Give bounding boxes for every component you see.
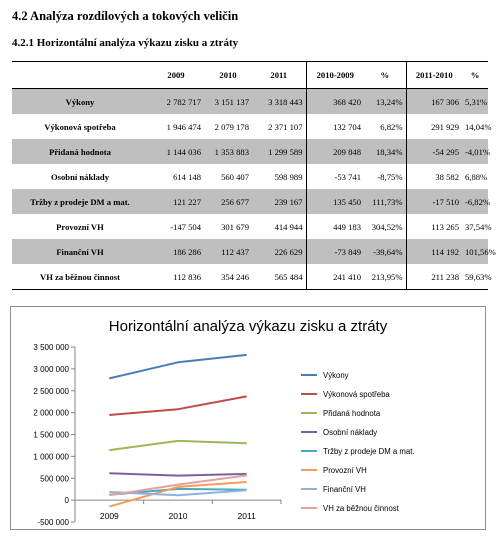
table-cell: 213,95% [364, 264, 406, 290]
header-cell: % [364, 62, 406, 89]
table-cell: 256 677 [204, 189, 252, 214]
line-chart [11, 307, 485, 529]
table-cell: 2 782 717 [148, 89, 204, 115]
table-cell: 614 148 [173, 171, 201, 182]
table-cell: 135 450 [306, 189, 364, 214]
table-cell: -53 741 [334, 171, 361, 182]
row-label: Finanční VH [12, 239, 148, 264]
table-cell: 18,34% [364, 139, 406, 164]
table-cell: 301 679 [221, 221, 249, 232]
section-heading: 4.2 Analýza rozdílových a tokových veličin [12, 9, 239, 23]
y-tick-label: 2 500 000 [33, 386, 69, 396]
table-row [12, 214, 488, 239]
legend-label: Výkonová spotřeba [323, 390, 390, 399]
table-cell: 132 704 [333, 121, 361, 132]
y-tick-label: 2 000 000 [33, 408, 69, 418]
legend-label: Osobní náklady [323, 428, 378, 437]
table-cell: 38 582 [435, 171, 459, 182]
table-cell: 2 371 107 [252, 114, 306, 139]
table-cell: 1 946 474 [166, 121, 201, 132]
table-cell: 5,31% [462, 89, 488, 115]
table-cell: 1 144 036 [148, 139, 204, 164]
legend-label: Provozní VH [323, 466, 367, 475]
header-cell: % [462, 62, 488, 89]
table-cell: 449 183 [333, 221, 361, 232]
table-cell: 37,54% [465, 221, 492, 232]
header-cell: 2011 [252, 62, 306, 89]
legend-label: Přidaná hodnota [323, 409, 381, 418]
series-line-3 [109, 473, 246, 475]
y-tick-label: 3 000 000 [33, 364, 69, 374]
table-cell: -147 504 [170, 221, 201, 232]
table-row [12, 164, 488, 189]
row-label: Výkonová spotřeba [44, 121, 116, 132]
y-tick-label: 0 [64, 496, 69, 506]
table-cell: 1 353 883 [204, 139, 252, 164]
table-cell: 114 192 [406, 239, 462, 264]
legend-label: Tržby z prodeje DM a mat. [323, 447, 415, 456]
y-tick-label: 3 500 000 [33, 343, 69, 352]
table-cell: 2 079 178 [214, 121, 249, 132]
series-line-0 [109, 355, 246, 379]
table-row [12, 114, 488, 139]
table-header-row [12, 62, 488, 89]
header-cell: 2010 [204, 62, 252, 89]
table-cell: 226 629 [252, 239, 306, 264]
row-label: Přidaná hodnota [12, 139, 148, 164]
table-cell: 3 151 137 [204, 89, 252, 115]
chart-frame [10, 306, 486, 530]
row-label: Výkony [12, 89, 148, 115]
table-cell: 113 265 [431, 221, 459, 232]
horizontal-analysis-table [12, 61, 496, 290]
table-row [12, 89, 488, 115]
table-cell: 13,24% [364, 89, 406, 115]
table-cell: 121 227 [148, 189, 204, 214]
table-cell: 101,56% [462, 239, 488, 264]
x-tick-label: 2010 [168, 511, 188, 521]
table-cell: 211 238 [406, 264, 462, 290]
chart-title: Horizontální analýza výkazu zisku a ztráty [108, 318, 388, 335]
table-cell: 186 286 [148, 239, 204, 264]
table-cell: -6,82% [462, 189, 488, 214]
legend-label: VH za běžnou činnost [323, 504, 399, 513]
table-cell: -73 849 [306, 239, 364, 264]
table-cell: 565 484 [252, 264, 306, 290]
table-cell: 14,04% [465, 121, 492, 132]
x-tick-label: 2011 [237, 511, 256, 521]
legend-label: Výkony [323, 371, 349, 380]
table-cell: 167 306 [406, 89, 462, 115]
table-cell: 209 848 [306, 139, 364, 164]
table-cell: 1 299 589 [252, 139, 306, 164]
row-label: Tržby z prodeje DM a mat. [12, 189, 148, 214]
series-line-2 [109, 441, 246, 450]
table-cell: 304,52% [364, 214, 406, 239]
table-cell: 241 410 [306, 264, 364, 290]
table-cell: 111,73% [364, 189, 406, 214]
table-cell: 239 167 [252, 189, 306, 214]
table-cell: -8,75% [364, 164, 406, 189]
header-cell: 2010-2009 [306, 62, 364, 89]
table-row [12, 239, 488, 264]
legend-label: Finanční VH [323, 485, 366, 494]
row-label: VH za běžnou činnost [12, 264, 148, 290]
series-line-1 [109, 396, 246, 415]
table-cell: -39,64% [364, 239, 406, 264]
y-tick-label: 500 000 [40, 474, 69, 484]
row-label: Provozní VH [56, 221, 104, 232]
table-cell: 59,63% [462, 264, 488, 290]
table-cell: -54 295 [406, 139, 462, 164]
table-cell: 3 318 443 [252, 89, 306, 115]
header-cell: 2011-2010 [406, 62, 462, 89]
header-cell: 2009 [148, 62, 204, 89]
table-cell: -17 510 [406, 189, 462, 214]
table-row [12, 189, 488, 214]
table-row [12, 139, 488, 164]
table-cell: 354 246 [204, 264, 252, 290]
table-cell: 6,88% [465, 171, 488, 182]
table-row [12, 264, 488, 290]
table-cell: 112 437 [204, 239, 252, 264]
header-cell [12, 62, 148, 89]
table-cell: 560 407 [221, 171, 249, 182]
table-cell: 368 420 [306, 89, 364, 115]
row-label: Osobní náklady [50, 171, 110, 182]
y-tick-label: 1 000 000 [33, 452, 69, 462]
table-cell: 414 944 [252, 214, 306, 239]
x-tick-label: 2009 [99, 511, 119, 521]
y-tick-label: 1 500 000 [33, 430, 69, 440]
table-cell: 598 989 [252, 164, 306, 189]
y-tick-label: -500 000 [37, 518, 69, 527]
table-cell: 291 929 [431, 121, 459, 132]
table-cell: 6,82% [364, 114, 406, 139]
table-cell: -4,01% [462, 139, 488, 164]
table-cell: 112 836 [148, 264, 204, 290]
subsection-heading: 4.2.1 Horizontální analýza výkazu zisku a ztráty [12, 37, 239, 49]
